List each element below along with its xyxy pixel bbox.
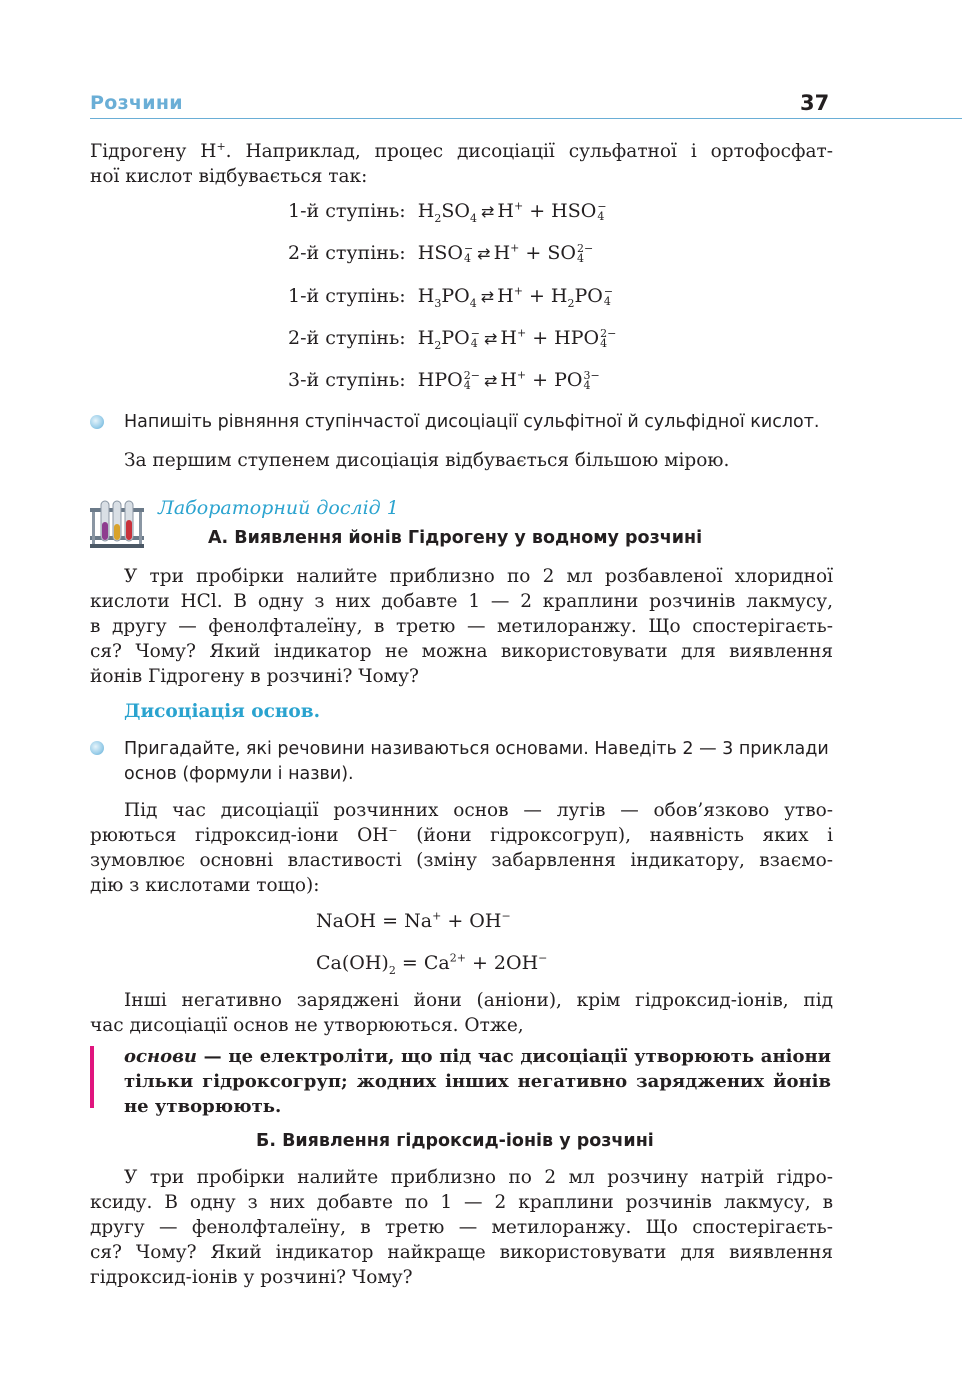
equation-h2so4-step2: 2-й ступінь: HSO − 4 ⇄ H+ + SO 2− 4	[288, 241, 594, 265]
equation-label: 2-й ступінь:	[288, 327, 406, 349]
lab-a-line: кислоти HCl. В одну з них добавте 1 — 2 краплини розчинів лакмусу,	[90, 591, 833, 612]
definition-line: тільки гідроксогруп; жодних інших негативно заряджених йонів	[124, 1071, 831, 1092]
definition-bar	[90, 1046, 94, 1108]
equation-h3po4-step3: 3-й ступінь: HPO 2− 4 ⇄ H+ + PO 3− 4	[288, 368, 600, 392]
equation-label: 3-й ступінь:	[288, 369, 406, 391]
equation-label: 2-й ступінь:	[288, 242, 406, 264]
equilibrium-arrow-icon: ⇄	[483, 371, 497, 390]
definition-line: не утворюють.	[124, 1096, 282, 1117]
equilibrium-arrow-icon: ⇄	[477, 244, 490, 263]
lab-a-line: йонів Гідрогену в розчині? Чому?	[90, 666, 419, 687]
lab-a-line: ся? Чому? Який індикатор не можна використовувати для виявлення	[90, 641, 833, 662]
bullet-circle-icon	[90, 415, 104, 429]
lab-b-line: ся? Чому? Який індикатор найкраще використовувати для виявлення	[90, 1242, 833, 1263]
equation-naoh: NaOH = Na+ + OH−	[316, 909, 511, 932]
other-par-line: Інші негативно заряджені йони (аніони), крім гідроксид-іонів, під	[124, 990, 833, 1011]
lab-part-b-heading: Б. Виявлення гідроксид-іонів у розчині	[256, 1131, 654, 1151]
lab-b-line: ксиду. В одну з них добавте по 1 — 2 краплини розчинів лакмусу, в	[90, 1192, 833, 1213]
task-question-1: Напишіть рівняння ступінчастої дисоціації сульфітної й сульфідної кислот.	[124, 412, 820, 432]
bullet-circle-icon	[90, 741, 104, 755]
bases-par-line: Під час дисоціації розчинних основ — лугів — обов’язково утво-	[124, 800, 833, 821]
equation-h3po4-step1: 1-й ступінь: $H_3PO_4$ ⇄ $H^+ + H_2PO$ − 4	[288, 284, 614, 310]
running-header-title: Розчини	[90, 92, 183, 114]
lab-a-line: У три пробірки налийте приблизно по 2 мл розбавленої хлоридної	[124, 566, 833, 587]
definition-line: основи — це електроліти, що під час дисоціації утворюють аніони	[124, 1046, 831, 1067]
task-question-2-cont: основ (формули і назви).	[124, 764, 354, 784]
equation-label: 1-й ступінь:	[288, 200, 406, 222]
equation-h2so4-step1: 1-й ступінь: $H_2SO_4$ ⇄ H+ + HSO − 4	[288, 199, 607, 225]
equilibrium-arrow-icon: ⇄	[480, 202, 494, 221]
lab-b-line: гідроксид-іонів у розчині? Чому?	[90, 1267, 413, 1288]
equilibrium-arrow-icon: ⇄	[480, 287, 494, 306]
page-number: 37	[800, 91, 830, 115]
bases-par-line: зумовлює основні властивості (зміну забарвлення індикатору, взаємо-	[90, 850, 833, 871]
bases-par-line: рюються гідроксид-іони OH− (йони гідроксогруп), наявність яких і	[90, 823, 833, 846]
other-par-line: час дисоціації основ не утворюються. Отже,	[90, 1015, 524, 1036]
intro-line-2: ної кислот відбувається так:	[90, 166, 368, 187]
equation-h3po4-step2: 2-й ступінь: $H_2PO$ − 4 ⇄ H+ + HPO 2− 4	[288, 326, 617, 352]
intro-line-1: Гідрогену H+. Наприклад, процес дисоціації сульфатної і ортофосфат-	[90, 139, 833, 162]
lab-part-a-heading: А. Виявлення йонів Гідрогену у водному розчині	[208, 528, 703, 548]
task-question-2: Пригадайте, які речовини називаються основами. Наведіть 2 — 3 приклади	[124, 739, 829, 759]
lab-b-line: У три пробірки налийте приблизно по 2 мл розчину натрій гідро-	[124, 1167, 833, 1188]
header-rule	[90, 118, 962, 119]
equation-caoh2: $Ca(OH)_2 = Ca^{2+} + 2OH^-$	[316, 951, 548, 977]
bases-par-line: дію з кислотами тощо):	[90, 875, 320, 896]
task-answer-1: За першим ступенем дисоціація відбувається більшою мірою.	[124, 450, 730, 471]
lab-title: Лабораторний дослід 1	[158, 497, 399, 519]
equilibrium-arrow-icon: ⇄	[483, 329, 497, 348]
section-heading-bases: Дисоціація основ.	[124, 701, 321, 722]
lab-b-line: другу — фенолфталеїну, в третю — метилоранжу. Що спостерігаєть-	[90, 1217, 833, 1238]
test-tubes-icon	[88, 498, 146, 550]
lab-a-line: в другу — фенолфталеїну, в третю — метилоранжу. Що спостерігаєть-	[90, 616, 833, 637]
equation-label: 1-й ступінь:	[288, 285, 406, 307]
